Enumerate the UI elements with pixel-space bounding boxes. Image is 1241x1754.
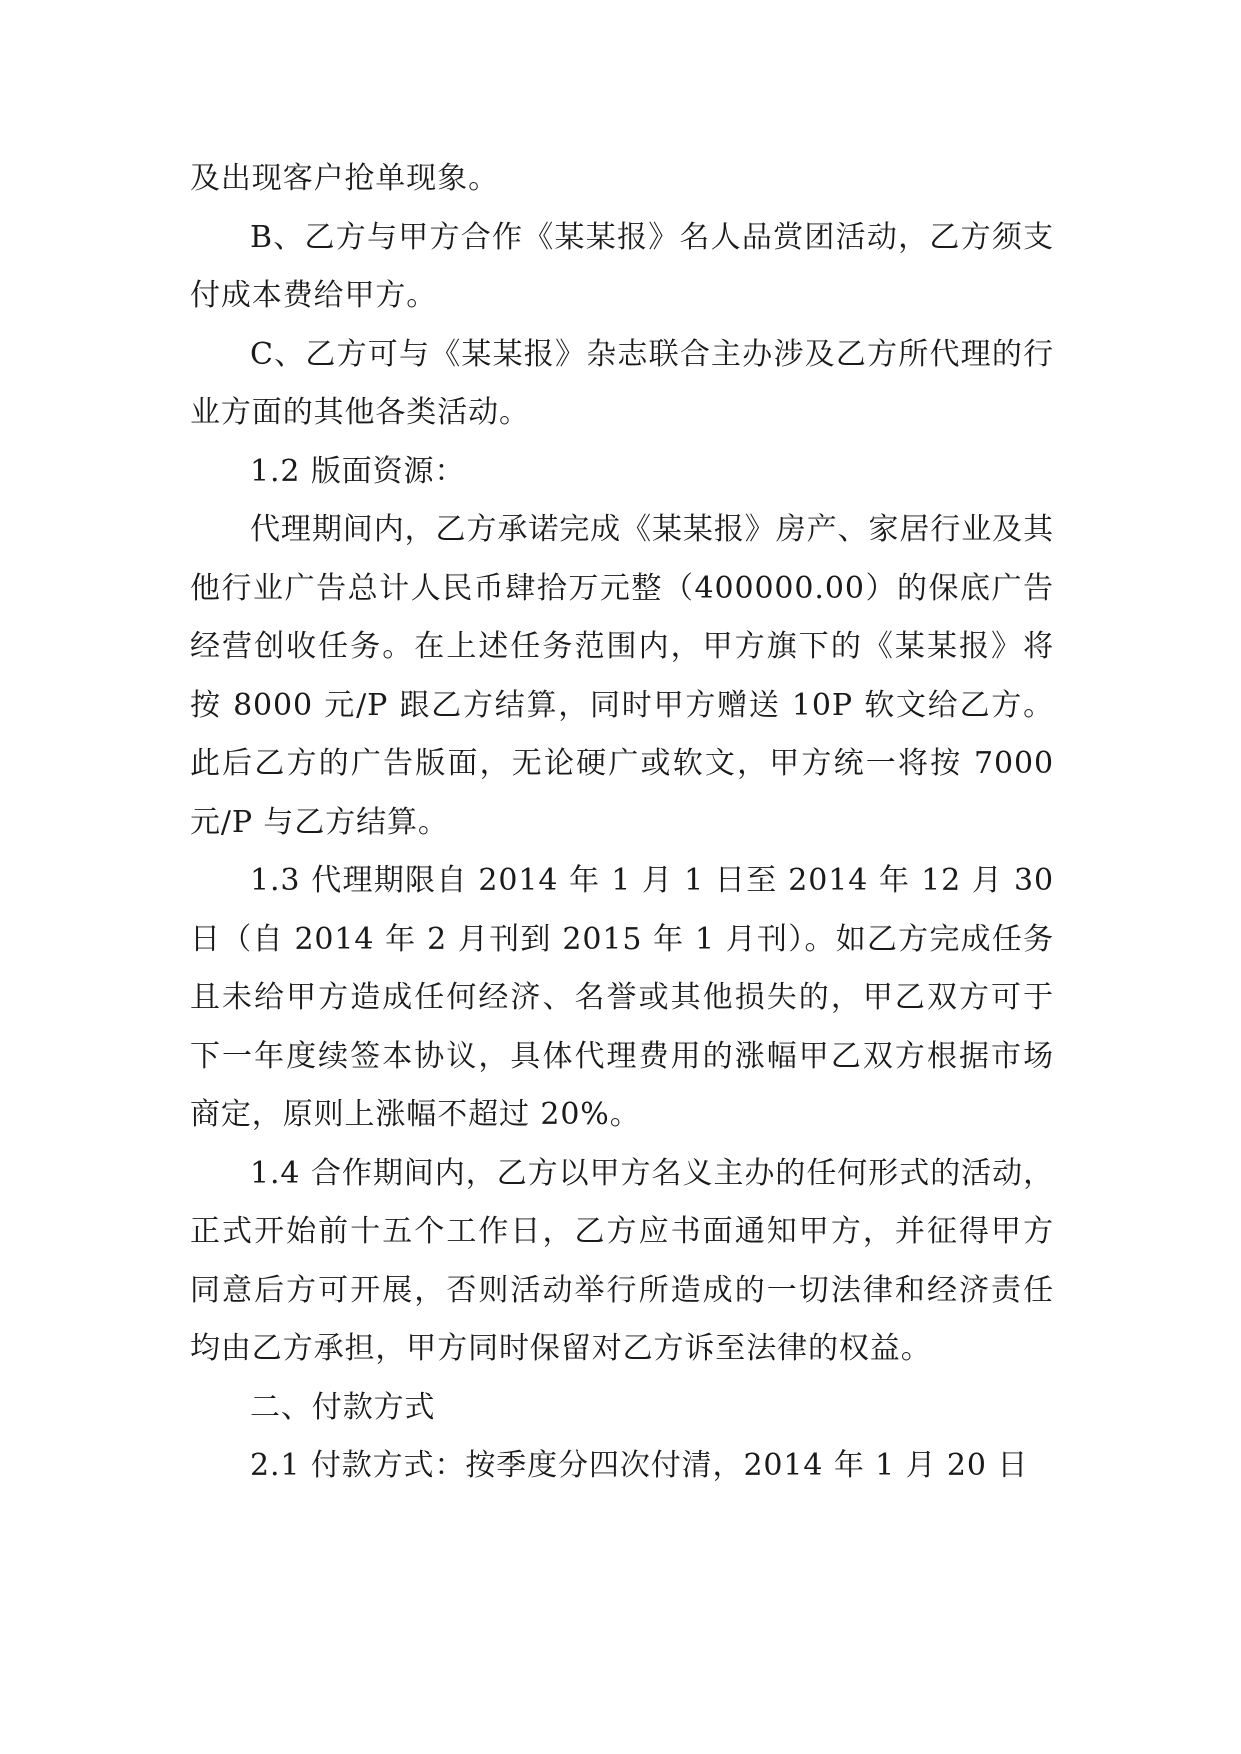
- paragraph-clause-1-3: 1.3 代理期限自 2014 年 1 月 1 日至 2014 年 12 月 30 日（自 2014 年 2 月刊到 2015 年 1 月刊）。如乙方完成任务且未给甲方造成任何经济、名誉或其他损失的，甲乙双方可于下一年度续签本协议，具体代理费用的涨幅甲乙双方根据市场商定，原则上涨幅不超过 20%。: [190, 863, 1054, 1132]
- section-heading-payment: 二、付款方式: [250, 1389, 436, 1425]
- contract-body-text: [190, 150, 1054, 1496]
- paragraph-clause-b: B、乙方与甲方合作《某某报》名人品赏团活动，乙方须支付成本费给甲方。: [190, 219, 1054, 313]
- section-heading-1-2: 1.2 版面资源：: [250, 453, 466, 489]
- paragraph-clause-2-1: 2.1 付款方式：按季度分四次付清，2014 年 1 月 20 日: [250, 1448, 1029, 1483]
- paragraph-clause-1-4: 1.4 合作期间内，乙方以甲方名义主办的任何形式的活动，正式开始前十五个工作日，乙方应书面通知甲方，并征得甲方同意后方可开展，否则活动举行所造成的一切法律和经济责任均由乙方承担，甲方同时保留对乙方诉至法律的权益。: [190, 1155, 1054, 1366]
- paragraph-clause-c: C、乙方可与《某某报》杂志联合主办涉及乙方所代理的行业方面的其他各类活动。: [190, 336, 1054, 430]
- paragraph-continuation: 及出现客户抢单现象。: [190, 161, 499, 196]
- paragraph-ad-resources: 代理期间内，乙方承诺完成《某某报》房产、家居行业及其他行业广告总计人民币肆拾万元整（400000.00）的保底广告经营创收任务。在上述任务范围内，甲方旗下的《某某报》将按 8000 元/P 跟乙方结算，同时甲方赠送 10P 软文给乙方。此后乙方的广告版面，无论硬广或软文，甲方统一将按 7000 元/P 与乙方结算。: [190, 512, 1054, 840]
